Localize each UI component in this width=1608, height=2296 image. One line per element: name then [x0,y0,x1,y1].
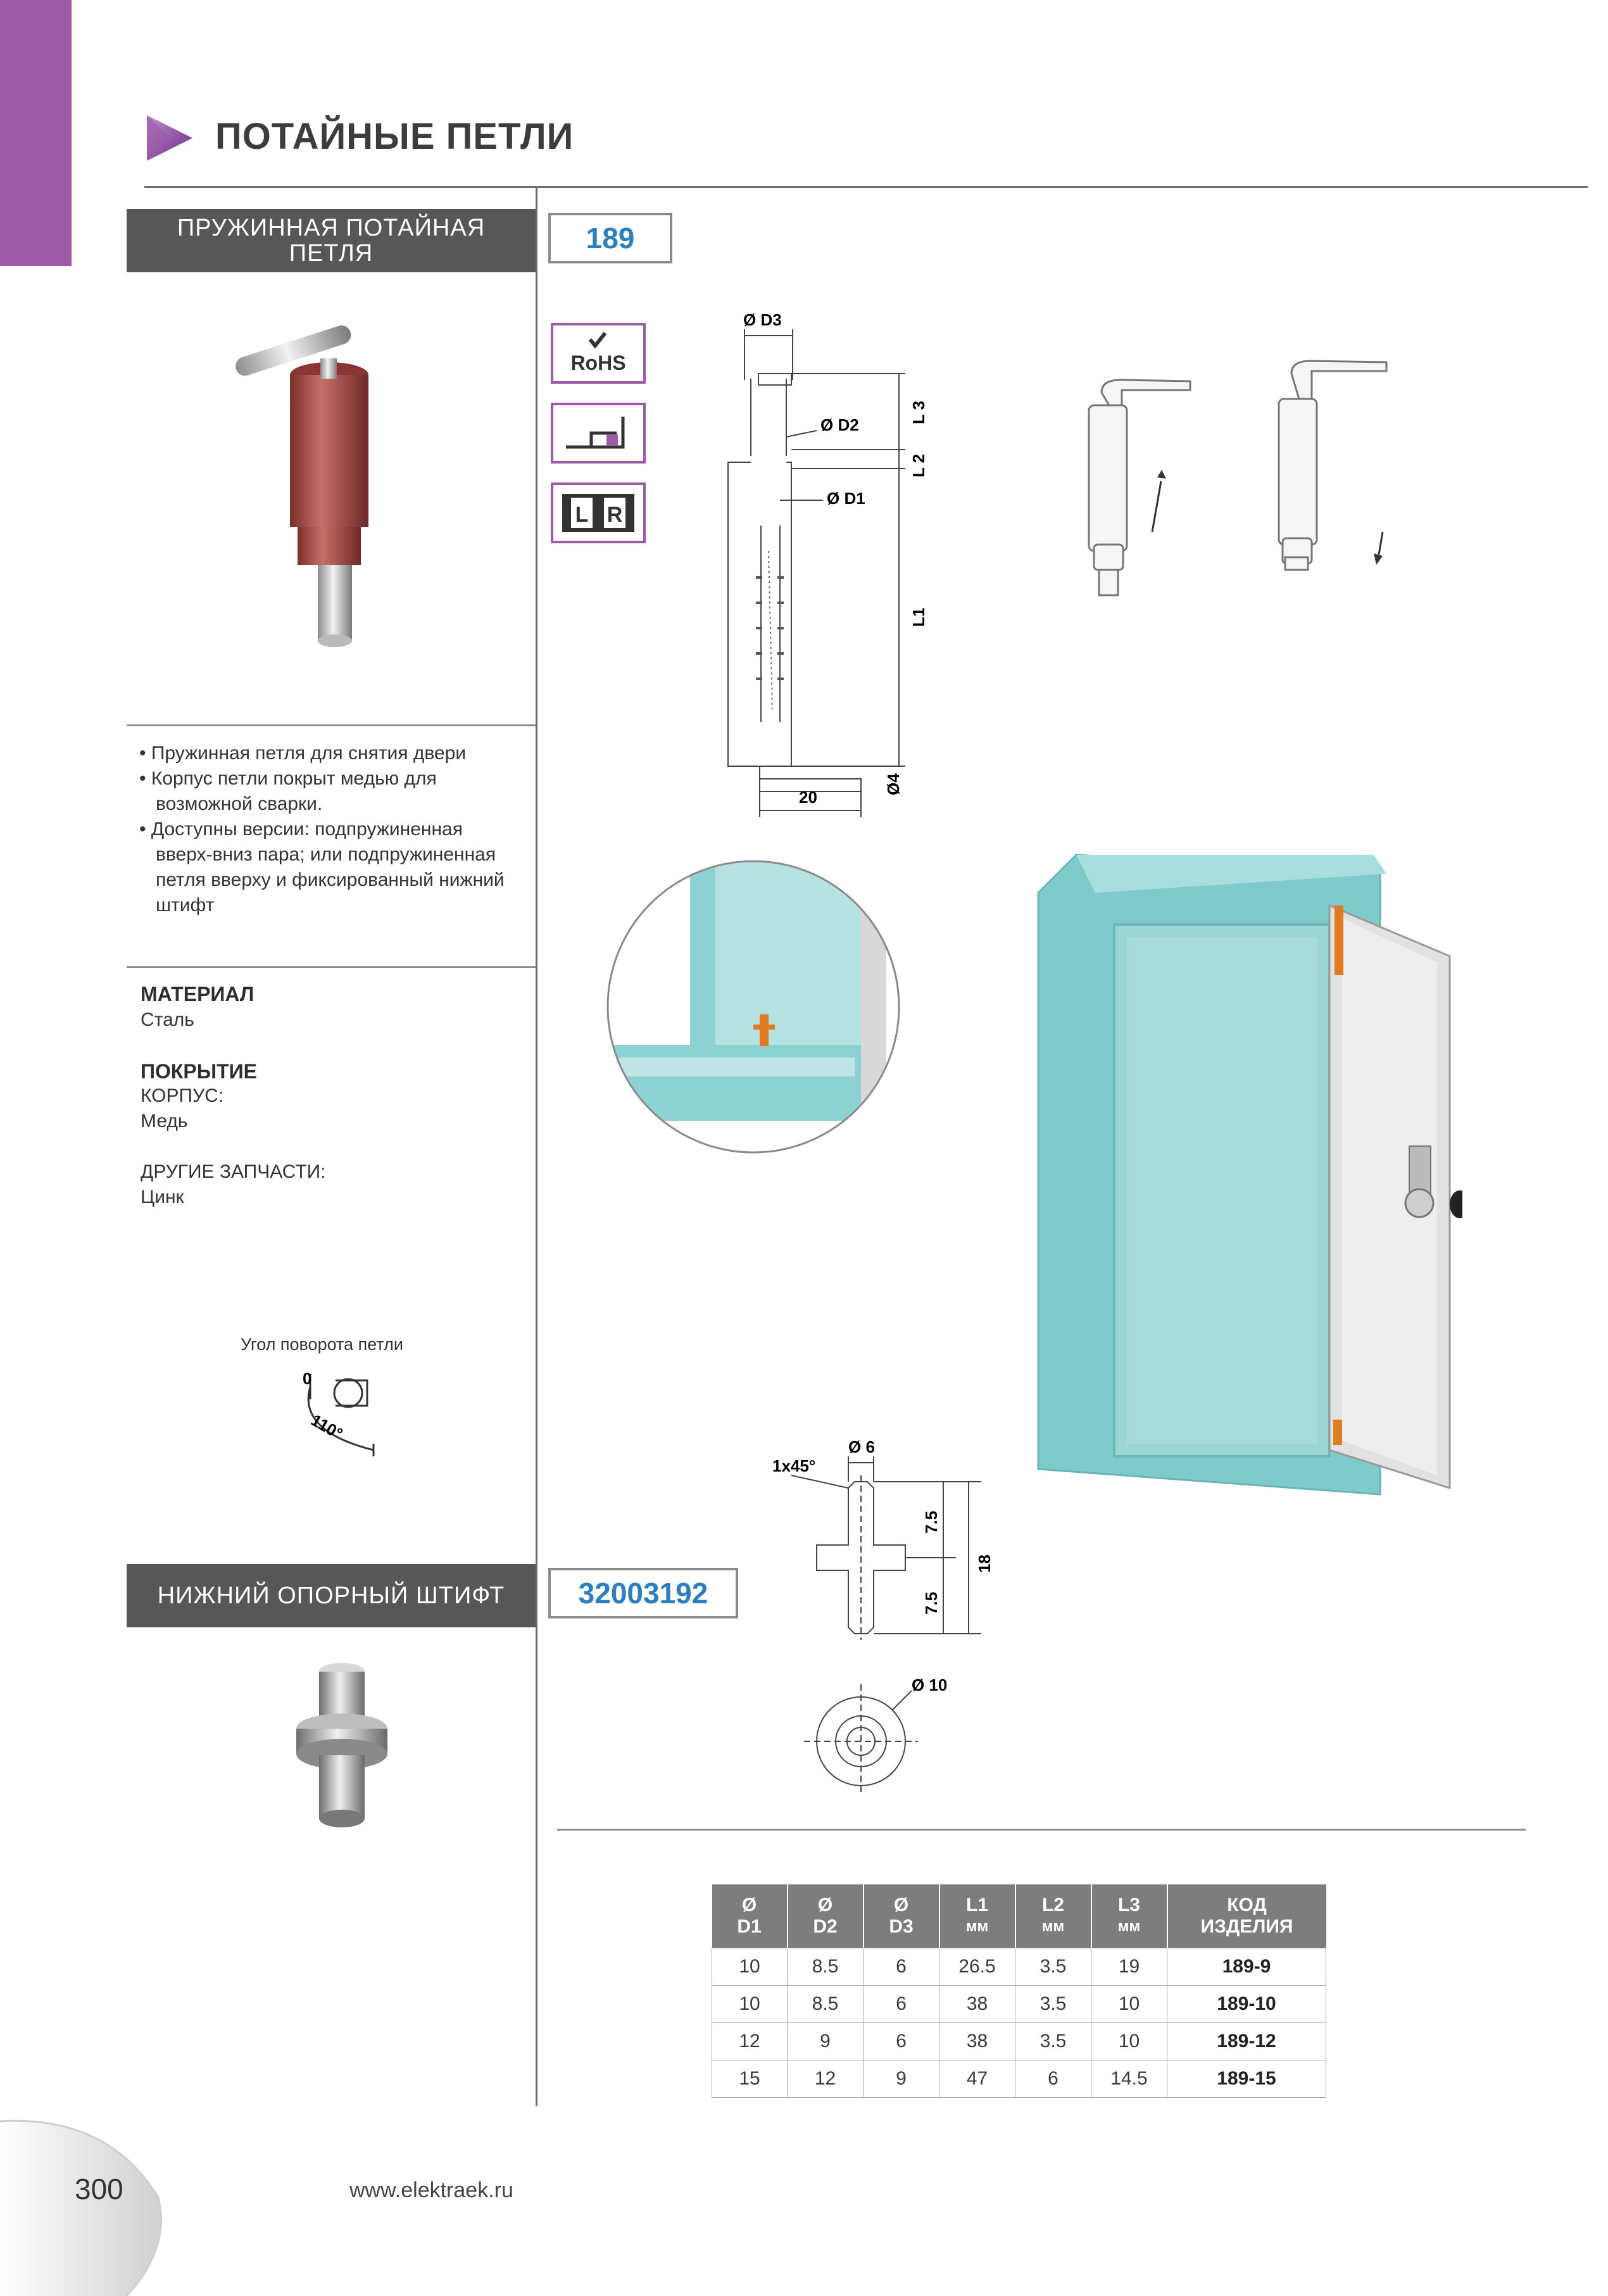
hinge-spring-views [1064,355,1418,621]
svg-text:Ø D1: Ø D1 [827,489,865,508]
product2-code: 32003192 [548,1568,738,1618]
accent-bar [0,0,72,266]
product1-header: ПРУЖИННАЯ ПОТАЙНАЯ ПЕТЛЯ [127,209,536,272]
svg-text:0: 0 [303,1369,312,1388]
table-divider [557,1829,1526,1831]
table-row: 10 8.5 6 26.5 3.5 19 189-9 [712,1948,1326,1986]
col-d1: Ø D1 [712,1884,788,1948]
svg-text:110°: 110° [308,1410,346,1444]
svg-text:L 2: L 2 [909,453,928,477]
left-right-icon [553,485,643,541]
product1-features [139,741,519,918]
rotation-label: Угол поворота петли [241,1335,403,1354]
material-value: Сталь [141,1009,194,1030]
divider [127,724,536,726]
table-header-row [712,1884,1326,1948]
svg-text:Ø D3: Ø D3 [743,310,782,329]
col-code: КОД ИЗДЕЛИЯ [1167,1884,1326,1948]
svg-text:20: 20 [799,788,817,807]
svg-text:7.5: 7.5 [922,1591,941,1615]
mount-type-badge [551,403,646,464]
feature-item: • Корпус петли покрыт медью для возможной сварки. [139,768,437,814]
svg-text:Ø 10: Ø 10 [912,1675,948,1694]
svg-text:Ø 6: Ø 6 [848,1437,875,1456]
rohs-badge [551,323,646,384]
column-divider [536,187,537,2106]
material-label: МАТЕРИАЛ [141,983,254,1006]
rotation-angle-diagram [272,1361,399,1469]
hinge-technical-drawing [709,310,950,829]
page-title: ПОТАЙНЫЕ ПЕТЛИ [215,116,574,157]
col-d3: Ø D3 [864,1884,939,1948]
col-l2: L2 мм [1015,1884,1091,1948]
rohs-icon [553,325,643,381]
col-l1: L1 мм [939,1884,1015,1948]
svg-text:L1: L1 [909,607,928,627]
col-d2: Ø D2 [788,1884,864,1948]
svg-text:L: L [575,503,589,527]
footer-url[interactable]: www.elektraek.ru [349,2178,513,2202]
svg-text:7.5: 7.5 [922,1510,941,1534]
table-row: 15 12 9 47 6 14.5 189-15 [712,2060,1326,2098]
other-parts-value: Цинк [141,1187,184,1208]
svg-text:1x45°: 1x45° [772,1456,816,1475]
feature-item: • Пружинная петля для снятия двери [139,743,467,764]
support-pin-drawing [772,1437,1013,1792]
svg-text:RoHS: RoHS [570,351,626,374]
coating-label: ПОКРЫТИЕ [141,1060,257,1083]
title-arrow-icon [144,113,195,163]
hinge-photo [228,317,418,671]
product2-header: НИЖНИЙ ОПОРНЫЙ ШТИФТ [127,1564,536,1627]
support-pin-photo [279,1653,405,1843]
svg-text:Ø D2: Ø D2 [820,415,859,434]
coating-body-label: КОРПУС: [141,1085,224,1106]
feature-item: • Доступны версии: подпружиненная вверх-вниз пара; или подпружиненная петля вверху и фиксированный нижний штифт [139,819,505,916]
svg-text:Ø4: Ø4 [884,773,903,795]
svg-text:L 3: L 3 [909,400,928,424]
page-number: 300 [75,2173,123,2205]
table-row: 12 9 6 38 3.5 10 189-12 [712,2023,1326,2060]
title-divider [144,186,1588,188]
cabinet-illustration [1032,848,1462,1501]
svg-text:18: 18 [975,1555,994,1573]
col-l3: L3 мм [1091,1884,1167,1948]
product1-code: 189 [548,213,672,263]
svg-text:R: R [606,503,623,527]
spec-table [712,1884,1326,2098]
cabinet-closeup [601,855,905,1171]
divider [127,966,536,968]
left-right-badge [551,483,646,543]
other-parts-label: ДРУГИЕ ЗАПЧАСТИ: [141,1161,326,1182]
coating-body-value: Медь [141,1111,188,1132]
hidden-mount-icon [553,405,643,461]
table-row: 10 8.5 6 38 3.5 10 189-10 [712,1986,1326,2023]
